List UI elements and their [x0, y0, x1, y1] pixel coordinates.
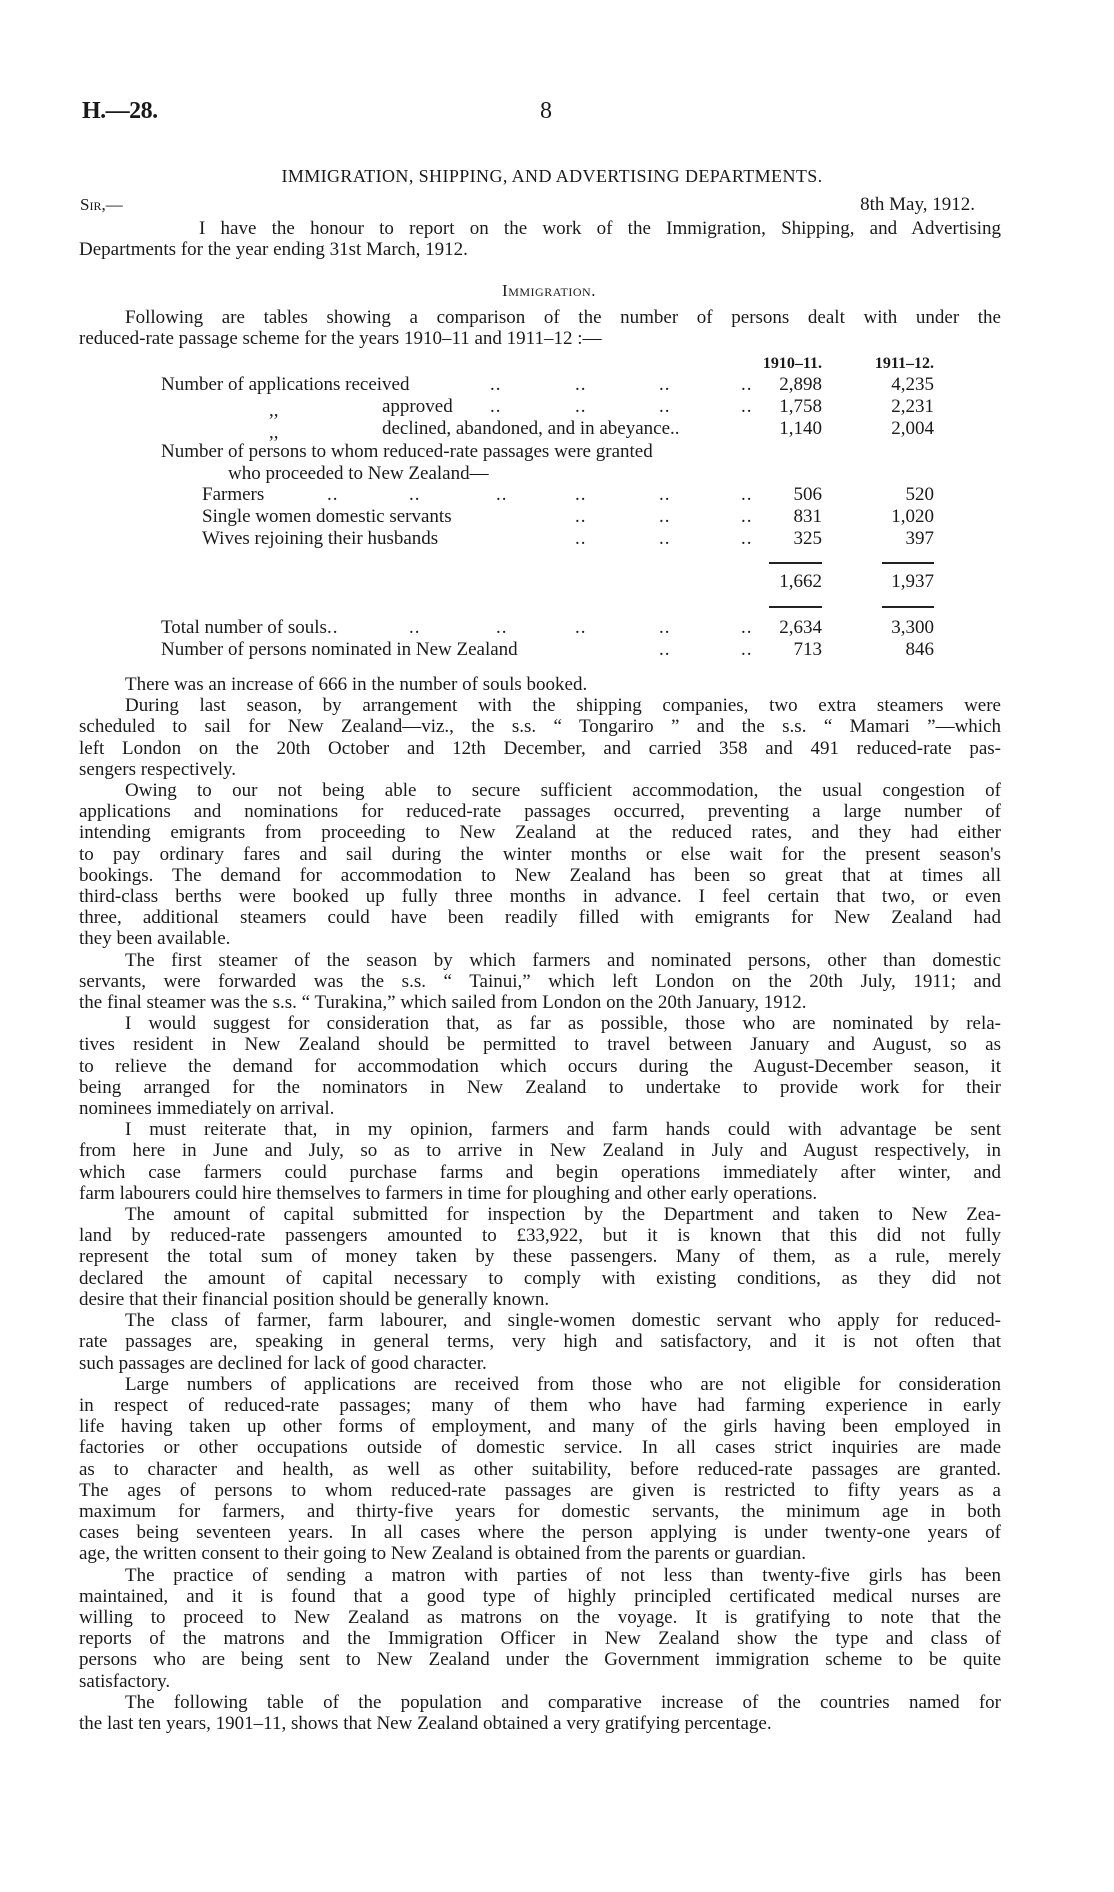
- dot-leader: ..: [496, 617, 508, 638]
- value-1911-12: 2,004: [891, 418, 934, 439]
- text-line: Large numbers of applications are received from those who are not eligible for consideration: [125, 1373, 1001, 1395]
- text-line: declared the amount of capital necessary to comply with existing conditions, as they did not: [79, 1267, 1001, 1289]
- text-line: farm labourers could hire themselves to farmers in time for ploughing and other early operations.: [79, 1182, 818, 1204]
- text-line: from here in June and July, so as to arrive in New Zealand in July and August respectively, in: [79, 1140, 1001, 1162]
- dot-leader: ..: [409, 484, 421, 505]
- column-header-1911-12: 1911–12.: [874, 355, 934, 372]
- text-line: maximum for farmers, and thirty-five years for domestic servants, the minimum age in both: [79, 1500, 1001, 1522]
- text-line: three, additional steamers could have been readily filled with emigrants for New Zealand had: [79, 907, 1001, 929]
- text-line: which case farmers could purchase farms and begin operations immediately after winter, and: [79, 1161, 1001, 1183]
- dot-leader: ..: [490, 374, 502, 395]
- dot-leader: ..: [575, 617, 587, 638]
- dot-leader: ..: [409, 617, 421, 638]
- total-1911-12: 3,300: [891, 617, 934, 638]
- subtotal-1911-12: 1,937: [891, 571, 934, 592]
- letter-date: 8th May, 1912.: [860, 194, 975, 215]
- dot-leader: ..: [496, 484, 508, 505]
- text-line: There was an increase of 666 in the number of souls booked.: [125, 674, 588, 695]
- body-paragraphs: [79, 674, 1001, 1734]
- total-1910-11: 713: [793, 639, 822, 660]
- text-line: as to character and health, as well as other suitability, before reduced-rate passages are granted.: [79, 1458, 1001, 1480]
- text-line: The first steamer of the season by which farmers and nominated persons, other than domestic: [125, 949, 1001, 971]
- text-line: applications and nominations for reduced-rate passages occurred, preventing a large number of: [79, 801, 1001, 823]
- dot-leader: ..: [659, 374, 671, 395]
- text-line: factories or other occupations outside of domestic service. In all cases strict inquiries are made: [79, 1437, 1001, 1459]
- text-line: During last season, by arrangement with the shipping companies, two extra steamers were: [125, 695, 1001, 717]
- text-line: they been available.: [79, 928, 231, 950]
- value-1910-11: 1,140: [779, 418, 822, 439]
- text-line: I would suggest for consideration that, as far as possible, those who are nominated by rela-: [125, 1013, 1001, 1035]
- dot-leader: ..: [741, 617, 753, 638]
- dot-leader: ..: [659, 617, 671, 638]
- dot-leader: ..: [659, 639, 671, 660]
- total-1911-12: 846: [905, 639, 934, 660]
- dot-leader: ..: [741, 484, 753, 505]
- intro-paragraph: [79, 218, 1001, 260]
- dot-leader: ..: [741, 374, 753, 395]
- text-line: The practice of sending a matron with parties of not less than twenty-five girls has been: [125, 1564, 1001, 1586]
- page-number: 8: [540, 98, 552, 124]
- dot-leader: ..: [575, 374, 587, 395]
- sum-rule: [882, 606, 934, 608]
- text-line: willing to proceed to New Zealand as matrons on the voyage. It is gratifying to note that the: [79, 1606, 1001, 1628]
- dot-leader: ..: [659, 528, 671, 549]
- value-1910-11: 506: [793, 484, 822, 505]
- dot-leader: ..: [741, 396, 753, 417]
- dot-leader: ..: [659, 484, 671, 505]
- text-line: I must reiterate that, in my opinion, farmers and farm hands could with advantage be sent: [125, 1119, 1001, 1141]
- row-label: Farmers: [202, 484, 265, 505]
- total-label: Total number of souls: [161, 617, 327, 638]
- row-label: Single women domestic servants: [202, 506, 452, 527]
- dot-leader: ..: [741, 639, 753, 660]
- row-label: Wives rejoining their husbands: [202, 528, 439, 549]
- text-line: Owing to our not being able to secure sufficient accommodation, the usual congestion of: [125, 780, 1001, 802]
- text-line: maintained, and it is found that a good type of highly principled certificated medical nurses are: [79, 1585, 1001, 1607]
- total-1910-11: 2,634: [779, 617, 822, 638]
- text-line: left London on the 20th October and 12th December, and carried 358 and 491 reduced-rate pas-: [79, 737, 1001, 759]
- value-1911-12: 520: [905, 484, 934, 505]
- dot-leader: ..: [327, 617, 339, 638]
- ditto-mark: ,,: [269, 422, 279, 443]
- text-line: The ages of persons to whom reduced-rate passages are given is restricted to fifty years as a: [79, 1479, 1001, 1501]
- text-line: The amount of capital submitted for inspection by the Department and taken to New Zea-: [125, 1204, 1001, 1226]
- text-line: sengers respectively.: [79, 758, 237, 780]
- dot-leader: ..: [575, 396, 587, 417]
- table-intro-paragraph: [79, 307, 1001, 349]
- sum-rule: [769, 606, 822, 608]
- text-line: the final steamer was the s.s. “ Turakina,” which sailed from London on the 20th January, 1912.: [79, 992, 807, 1014]
- text-line: age, the written consent to their going to New Zealand is obtained from the parents or guardian.: [79, 1543, 807, 1565]
- dot-leader: ..: [659, 396, 671, 417]
- text-line: I have the honour to report on the work of the Immigration, Shipping, and Advertising: [199, 218, 1001, 239]
- value-1911-12: 1,020: [891, 506, 934, 527]
- text-line: tives resident in New Zealand should be permitted to travel between January and August, so as: [79, 1034, 1001, 1056]
- text-line: The class of farmer, farm labourer, and single-women domestic servant who apply for reduced-: [125, 1310, 1001, 1332]
- value-1911-12: 397: [905, 528, 934, 549]
- sum-rule: [769, 562, 822, 564]
- text-line: the last ten years, 1901–11, shows that New Zealand obtained a very gratifying percentage.: [79, 1712, 772, 1734]
- dot-leader: ..: [575, 528, 587, 549]
- report-title: IMMIGRATION, SHIPPING, AND ADVERTISING DEPARTMENTS.: [281, 166, 823, 186]
- dot-leader: ..: [575, 484, 587, 505]
- text-line: third-class berths were booked up fully three months in advance. I feel certain that two, or even: [79, 886, 1001, 908]
- value-1910-11: 325: [793, 528, 822, 549]
- value-1911-12: 2,231: [891, 396, 934, 417]
- row-label: Number of applications received: [161, 374, 410, 395]
- text-line: satisfactory.: [79, 1670, 171, 1692]
- text-line: represent the total sum of money taken by these passengers. Many of them, as a rule, merely: [79, 1246, 1001, 1268]
- ditto-mark: ,,: [269, 400, 279, 421]
- sum-rule: [882, 562, 934, 564]
- text-line: persons who are being sent to New Zealand under the Government immigration scheme to be quite: [79, 1649, 1001, 1671]
- row-label: Number of persons to whom reduced-rate passages were granted: [161, 441, 653, 462]
- dot-leader: ..: [659, 506, 671, 527]
- text-line: The following table of the population and comparative increase of the countries named for: [125, 1691, 1001, 1713]
- text-line: life having taken up other forms of employment, and many of the girls having been employed in: [79, 1416, 1001, 1438]
- row-label: declined, abandoned, and in abeyance..: [382, 418, 680, 439]
- dot-leader: ..: [327, 484, 339, 505]
- dot-leader: ..: [490, 396, 502, 417]
- value-1910-11: 831: [793, 506, 822, 527]
- salutation: Sir,—: [80, 195, 123, 214]
- text-line: in respect of reduced-rate passages; many of them who have had farming experience in early: [79, 1394, 1001, 1416]
- value-1910-11: 1,758: [779, 396, 822, 417]
- text-line: intending emigrants from proceeding to New Zealand at the reduced rates, and they had either: [79, 822, 1001, 844]
- dot-leader: ..: [741, 528, 753, 549]
- document-reference: H.—28.: [82, 98, 158, 124]
- text-line: servants, were forwarded was the s.s. “ Tainui,” which left London on the 20th July, 1911; and: [79, 970, 1001, 992]
- text-line: to relieve the demand for accommodation which occurs during the August-December season, it: [79, 1055, 1001, 1077]
- text-line: being arranged for the nominators in New Zealand to undertake to provide work for their: [79, 1076, 1001, 1098]
- text-line: such passages are declined for lack of good character.: [79, 1352, 487, 1374]
- value-1910-11: 2,898: [779, 374, 822, 395]
- row-label: approved: [382, 396, 453, 417]
- text-line: rate passages are, speaking in general terms, very high and satisfactory, and it is not often that: [79, 1331, 1001, 1353]
- value-1911-12: 4,235: [891, 374, 934, 395]
- text-line: scheduled to sail for New Zealand—viz., the s.s. “ Tongariro ” and the s.s. “ Mamari ”—which: [79, 716, 1001, 738]
- text-line: to pay ordinary fares and sail during the winter months or else wait for the present season's: [79, 843, 1001, 865]
- text-line: Following are tables showing a comparison of the number of persons dealt with under the: [125, 307, 1001, 328]
- row-label: who proceeded to New Zealand—: [228, 463, 489, 484]
- subtotal-1910-11: 1,662: [779, 571, 822, 592]
- total-label: Number of persons nominated in New Zealand: [161, 639, 518, 660]
- text-line: reports of the matrons and the Immigration Officer in New Zealand show the type and class of: [79, 1628, 1001, 1650]
- column-header-1910-11: 1910–11.: [762, 355, 822, 372]
- text-line: bookings. The demand for accommodation to New Zealand has been so great that at times all: [79, 864, 1001, 886]
- text-line: desire that their financial position should be generally known.: [79, 1288, 550, 1310]
- section-heading: Immigration.: [502, 281, 596, 300]
- dot-leader: ..: [741, 506, 753, 527]
- text-line: reduced-rate passage scheme for the years 1910–11 and 1911–12 :—: [79, 328, 602, 350]
- text-line: cases being seventeen years. In all cases where the person applying is under twenty-one years of: [79, 1522, 1001, 1544]
- text-line: Departments for the year ending 31st March, 1912.: [79, 239, 468, 261]
- text-line: nominees immediately on arrival.: [79, 1098, 335, 1120]
- text-line: land by reduced-rate passengers amounted to £33,922, but it is known that this did not fully: [79, 1225, 1001, 1247]
- dot-leader: ..: [575, 506, 587, 527]
